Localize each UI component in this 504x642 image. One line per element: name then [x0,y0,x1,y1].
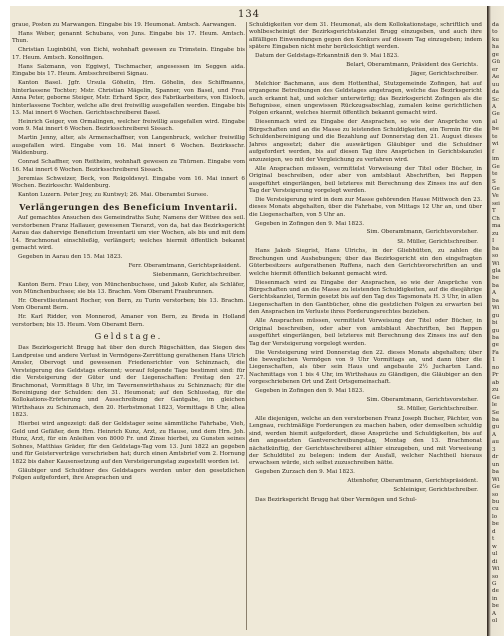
facing-page-fragment: so [492,491,499,498]
facing-page-fragment: de [492,588,499,595]
signature-line: Sim. Oberamtmann, Gerichtsvorsteher. [366,229,478,236]
facing-page-fragment: ba [492,417,499,424]
facing-page-fragment: in [492,595,498,602]
facing-page-fragment: d [492,528,496,535]
notice-paragraph: Die Versteigerung wird Donnerstag den 22. dieses Monats abgehalten; über die beweglichen Vermögen von 9 Uhr Vormittags an, und dann über die Liegenschaften, als über sein Haus und angebaute 2½ Jucharten Land. Nachmittags von 1 bis 4 Uhr, im Wirthshaus zu Gländigen, die Gläubiger an den vorgeschriebenen Ort und Zeit Ortsgemeinschaft. [249,349,482,386]
notice-paragraph: Heinrich Geiger, von Ormalingen, welcher freiwillig ausgefallen wird. Eingabe vom 9. Mai innert 6 Wochen. Bezirksschreiberei Sissach. [12,118,245,133]
notice-paragraph: Hr. Oberstlieutenant Rocher, von Bern, zu Turin verstorben; bis 13. Brachm. Vom Oberamt Bern. [12,298,245,312]
signature-line: Ferr. Oberamtmann, Gerichtspräsident. [128,262,241,269]
notice-paragraph: Jeremias Schweizer, Beck, von Reigoldswyl. Eingabe vom 16. Mai innert 6 Wochen. Bezirksschr. Waldenburg. [12,175,245,190]
facing-page-fragment: zu [492,387,499,394]
notice-paragraph: Diesenmach wird zu Eingabe der Ansprachen, so wie der Ansprüche von Bürgschaften und an die Masse zu leistenden Schuldigkeiten, auf die diesjährige Gerichtskanzlei, Termin gesetzt bis auf den Tag des Tagsmonats H. 3 Uhr, in allen Liegenschaften in den Gantbücher, ohne die gestzlichen Folgen zu erwarten bei den Ansprachen im Verluste ihres Forderungsrechtes beziehen. [249,279,482,316]
facing-page-fragment: Ge [492,111,500,118]
facing-page-fragment: ha [492,44,499,51]
facing-page-text [488,22,501,626]
notice-paragraph: Auf gemachtes Ansuchen des Gemeindraths Suhr, Namens der Wittwe des seil. verstorbenen Franz Hallauer, gewesenen Tierarzt, von da, hat das Bezirksgericht Aarau das dahervige Beneficium Inventarii um vier Wochen, als bis und mit dem 14. Brachmonat einschließig, verlängert; welches hiermit öffentlich bekannt gemacht wird. [12,215,245,252]
notice-paragraph: Kanton Bern. Frau Lüey, von Münchenbuchsee, und Jakob Kufer, als Schläfer, von Münchenbuchsee; sie bis 13. Brachm. Vom Oberamt Fraubrunnen. [12,281,245,296]
notice-paragraph: Schuldigkeiten vor dem 31. Heumonat, als dem Kollokationstage, schriftlich und wohlbescheinigt der Bezirksgerichtskanzlei Brugg einzugeben, und auch ihre allfälligen Einwendungen gegen den Konkurs auf diesem Tag einzugeben; indem spätere Eingaben nicht mehr berücksichtigt werden. [249,22,482,51]
facing-page-fragment: 3 [492,446,496,453]
notice-paragraph: Gläubiger und Schuldner des Geldstagers werden unter den gesetzlichen Folgen aufgefordert, ihre Ansprachen und [12,467,245,482]
section-heading-geldstage: Geldstage. [94,332,163,343]
notice-paragraph: Conrad Schaffner, von Reitheim, wohnhaft gewesen zu Thürnen. Eingabe vom 16. Mai innert 6 Wochen. Bezirksschreiberei Sissach. [12,159,245,173]
facing-page-fragment: Ve [492,193,499,200]
facing-page-fragment: ge [492,51,499,58]
facing-page-fragment: Fa [492,349,499,356]
facing-page-fragment: Ge [492,185,500,192]
facing-page-fragment: wi [492,141,499,148]
facing-page-fragment: A [492,610,497,617]
notice-paragraph: Diesenmach wird zu Eingabe der Ansprachen, so wie der Ansprüche von Bürgschaften und an die Masse zu leistenden Schuldigkeiten, ein Termin für die Schuldenbereinigung und die Bezahlung auf Donnerstag den 21. August dieses Jahres angesetzt; daher die auswärtigen Gläubiger und die Schuldner aufgefordert werden, bis auf diesen Tag ihre Ansprüchen in Gerichtskanzlei anzuzeigen, wo mit der Vergleichung zu verfahren wird. [249,119,482,163]
facing-page-fragment: Sc [492,96,499,103]
signature-line: Attenhofer, Oberamtmann, Gerichtspräsident. [347,477,478,484]
notice-paragraph: Hans Salzmann, von Eggiwyl, Tischmacher, angesessen im Seggen aida. Eingabe bis 17. Heum. Amtsschreiberei Signau. [12,63,245,78]
signature-line: St. Müller, Gerichtschreiber. [397,238,478,245]
facing-page-fragment: Ge [492,484,500,491]
notice-paragraph: Hierbei wird angezeigt: daß der Geldstager seine sämmtliche Fahrhabe, Vieh, Geld und Gefäßer, dem Hrn. Heinrich Kunz, Arzt, zu Hause, und dem Hrn. Joh. Hunz, Arzt, für ein Anleihen von 8000 Fr. und Zinse hierbei, zu Gunsten seines Sohnes, Matthias Gräder, für den Geldstags-Tag vom 13. Juni 1822 an gegeben und für Geisterverträge verschrieben hat; durch einen Amtsbrief vom 2. Hornung 1822 bis daher Kausensetzung auf den Versteigerungstag zugestellt worden ist. [12,421,245,465]
facing-page-fragment: I [492,238,495,245]
facing-page-fragment: ba [492,245,499,252]
notice-paragraph: Das Bezirksgericht Brugg hat über Vermögen und Schul- [255,496,417,503]
facing-page-fragment: Pr [492,372,499,379]
facing-page-fragment: cu [492,506,499,513]
facing-page-fragment: S [492,178,496,185]
facing-page-fragment: uu [492,81,500,88]
facing-page-fragment: Wi [492,476,500,483]
facing-page-fragment: no [492,364,499,371]
facing-page-fragment: T [492,208,496,215]
facing-page-fragment: A [492,103,497,110]
facing-page-fragment: da [492,22,499,28]
facing-page-fragment: zu [492,230,499,237]
facing-page-fragment: be [492,603,499,610]
facing-page-fragment: al [492,118,498,125]
facing-page-fragment: be [492,521,499,528]
facing-page-fragment: so [492,253,499,260]
facing-page-fragment: ba [492,469,499,476]
facing-page-fragment: Ch [492,215,500,222]
facing-page-fragment: w [492,543,497,550]
signature-line: Siebenmann, Gerichtschreiber. [152,272,241,279]
facing-page-fragment: gu [492,424,500,431]
facing-page-fragment: sei [492,200,500,207]
facing-page-fragment: ge [492,342,499,349]
facing-page-fragment: Ge [492,163,500,170]
notice-paragraph: Martin Jenny, alter, als Armenschaffner, von Langenbruck, welcher freiwillig ausgefallen wird. Eingabe vom 16. Mai innert 6 Wochen. Bezirksschr. Waldenburg. [12,135,245,157]
notice-dateline: Gegeben in Zofingen den 9. Mai 1823. [255,388,365,395]
facing-page-fragment: Wi [492,305,500,312]
facing-page-fragment: gla [492,267,501,274]
facing-page-fragment: Gü [492,59,501,66]
facing-page-fragment: gu [492,327,500,334]
facing-page-fragment: le [492,402,498,409]
facing-page-fragment: im [492,156,500,163]
facing-page-fragment: 1 [492,357,496,364]
facing-page-fragment: Ae [492,74,500,81]
facing-page-fragment: ma [492,223,501,230]
facing-page-fragment: au [492,439,499,446]
facing-page-fragment: di [492,558,498,565]
notice-paragraph: Melchior Bachmann, aus dem Hottenthal, Stutzgemeinde Zofingen, hat auf ergangene Betreibungen des Geldstages angetragen, welche das Bezirksgericht auch erkannt hat, und solcher unterwürfig; das Bezirksgericht Zofingen als die Befugnisse, einen ungewissen Rückzugsabschlag, zumalen keine gerichtlichen Folgen erkannt, welches hiermit öffentlich bekannt gemacht wird. [249,80,482,117]
signature-line: Schleiniger, Gerichtschreiber. [393,487,478,494]
facing-page-fragment: bu [492,499,500,505]
notice-dateline: Gegeben Zurzach den 9. Mai 1823. [255,469,355,476]
facing-page-fragment: Wi [492,566,500,573]
notice-dateline: Gegeben in Zofingen den 9. Mai 1823. [255,220,365,227]
notice-dateline: Datum der Geldstags-Erkanntniß den 9. Mai 1823. [255,53,399,60]
facing-page-fragment: be [492,275,499,282]
facing-page-fragment: lo [492,513,498,520]
section-heading-extensions: Verlängerungen des Beneficium Inventarii. [19,202,238,213]
notice-paragraph: Christian Luginbühl, von Eichi, wohnhaft gewesen zu Trimstein. Eingabe bis 17. Heum. Amtsch. Konolfingen. [12,47,245,61]
signature-line: Belart, Oberamtmann, Präsident des Gerichts. [346,61,478,68]
facing-page-fragment: ab [492,379,499,386]
column-divider [246,22,247,630]
notice-paragraph: Alle Ansprachen müssen, vermittelst Vorweisung der Titel oder Bücher, in Original beschreiben, oder aber von amtsblaut Abschriften, bei Reppen ausgeführt eingerlängen, beil letzteres mit Berechnung des Zinses ins auf den Tag der Versteigerung vorgelegt werden. [249,165,482,195]
facing-page-fragment: ku [492,36,499,43]
facing-page-fragment: te [492,171,498,178]
notice-paragraph: Kanton Basel. Jgfr. Ursula Göhelin, Hrn. Göhelin, des Schiffmanns, hinterlassene Tochter; Mstr. Christian Mägelin, Spanner, von Basel, und Frau Anna Peter, geborne Steiger, Mstr. Erhard Spcr, des Fabrikarbeiters, von Eisloch, hinterlassene Tochter, welche alle drei freiwillig ausgefallen werden. Eingabe bis 13. Mai innert 6 Wochen. Gerichtsschreiberei Basel. [12,80,245,116]
facing-page-fragment: dr [492,454,499,461]
notice-paragraph: Kanton Luzern. Peter Jrey, zu Kuntwyl; 26. Mai. Oberamtei Sursee. [18,192,209,199]
facing-page-fragment: da [492,89,499,96]
facing-page-fragment: so [492,573,499,580]
facing-page-fragment: be [492,126,499,133]
notice-paragraph: graue, Posten zu Marwangen. Eingabe bis 19. Heumonat. Amtsch. Aarwangen. [12,22,237,28]
left-column [12,22,245,632]
facing-page-fragment: ba [492,297,499,304]
signature-line: St. Müller, Gerichtschreiber. [397,406,478,413]
facing-page-fragment: un [492,461,500,468]
facing-page-fragment: ba [492,335,499,342]
facing-page-fragment: Wi [492,260,500,267]
gazette-page [10,6,488,636]
page-number: 134 [237,9,261,20]
facing-page-fragment: A [492,290,497,297]
facing-page-fragment: G [492,580,497,587]
notice-paragraph: Das Bezirksgericht Brugg hat über den durch Rügschätten, das Siegen des Landpreise und andere Verlust in Vermögens-Zerrüttung gerathenen Hans Ulrich Amsler, Obervogt und gewesenen Friedensrichter von Schinznach, die Versteigerung des Geldstags erkennt; worauf folgende Tage bestimmt sind: für die Versteigerung der Güter und der Liegenschaften: Freitag den 27. Brachmonat, Vormittags 8 Uhr, im Tavernenwirthshaus zu Schinznach; für die Bereinigung der Schulden: den 31. Heumonat; auf den Schlusstag, für die Kollokations-Erörterung und Ausschreibung der Gantgabe, im gleichen Wirthshaus zu Schinznach, den 20. Herbstmonat 1823, Vormittags 8 Uhr, allea 1823. [12,345,245,419]
facing-page-fragment: t [492,536,495,543]
facing-page-edge [488,6,504,636]
signature-line: Sim. Oberamtmann, Gerichtsvorsteher. [366,396,478,403]
signature-line: Jäger, Gerichtschreiber. [410,71,478,78]
right-column [249,22,482,632]
notice-paragraph: Alle diejenigen, welche an den verstorbenen Franz Joseph Bucher, Pächter, von Lengnau, rechtmäßige Forderungen zu machen haben, oder demselben schuldig sind, werden hiemit aufgefordert, diese Ansprüche und Schuldigkeiten, bis auf den angesetzten Gantverschreibungstag, Montag den 13. Brachmonat nächstkünftig, der Gerichtsschreiberei allhier einzugeben, und mit Vorweisung der Schuldtitel zu belegen: indem der Ausfall, welcher Nachtheil hieraus erwachsen würde, sich selbst zuzuschreiben hätte. [249,415,482,467]
notice-paragraph: Hans Weber, genannt Schubans, von Juns. Eingabe bis 17. Heum. Amtsch. Thun. [12,30,245,45]
facing-page-fragment: bi [492,320,498,327]
notice-dateline: Gegeben in Aarau den 15. Mai 1823. [18,254,123,261]
facing-page-fragment: Se [492,409,500,416]
facing-page-fragment: to [492,29,498,36]
notice-paragraph: Alle Ansprachen müssen, vermittelst Vorweisung der Titel oder Bücher, in Original beschreiben, oder aber von amtsblaut Abschriften, bei Reppen ausgeführt eingerlängen, beil letzteres mit Berechnung des Zinses ins auf den Tag der Versteigerung vorgelegt werden. [249,318,482,347]
facing-page-fragment: Ge [492,394,500,401]
facing-page-fragment: A [492,431,497,438]
notice-paragraph: Hans Jakob Siegrist, Hans Ulrichs, in der Gliebhütten, zu zahlen die Brechungen und Aushebungen; über das Bezirksgericht ein den eingefragten Güterbesitzers aufgerathenen Ruffens, nach den Gerichtsvorschriften an und welche hiermit öffentlich bekannt gemacht wird. [249,248,482,277]
notice-paragraph: Hr. Karl Ridder, von Monnerod, Amaner von Bern, zu Breda in Holland verstorben; bis 15. Heum. Vom Oberamt Bern. [12,314,245,328]
facing-page-fragment: ol [492,618,498,625]
facing-page-fragment: ba [492,282,499,289]
facing-page-fragment: f [492,148,495,155]
facing-page-fragment: er [492,66,498,73]
facing-page-fragment: ul [492,551,498,558]
facing-page-fragment: gu [492,312,500,319]
facing-page-fragment: te [492,133,498,140]
notice-paragraph: Die Versteigerung wird in dem zur Masse gehörenden Hause Mittwoch den 23. dieses Monats abgehalten, über die Fahrhabe, von Mittags 12 Uhr an, und über die Liegenschaften, von 5 Uhr an. [249,196,482,218]
